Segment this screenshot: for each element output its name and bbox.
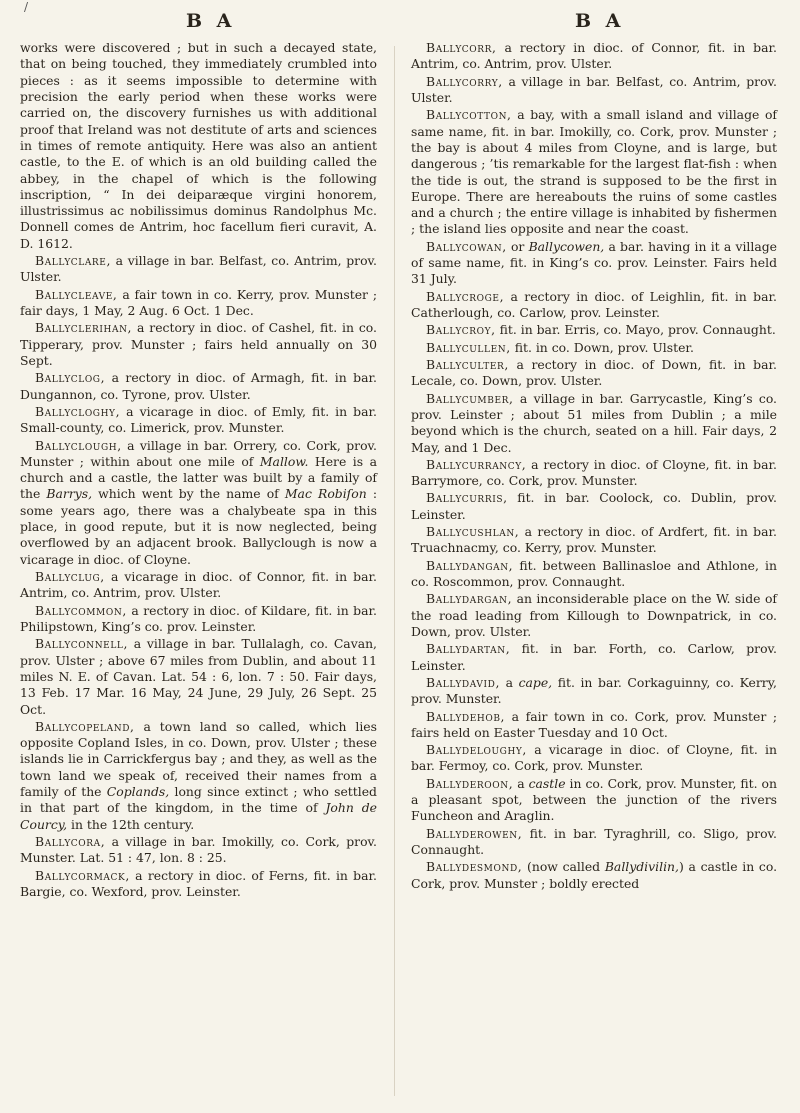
entry-headword: Ballycurris, (426, 490, 508, 506)
entry-text: a rectory in dioc. of Armagh, fit. in bar. Dungannon, co. Tyrone, prov. Ulster. (20, 370, 377, 402)
entry-headword: Ballycopeland, (35, 718, 135, 734)
entry-text: a village in bar. Tullalagh, co. Cavan, prov. Ulster ; above 67 miles from Dublin, and about 11 miles N. E. of Cavan. Lat. 54 : 6, lon. 7 : 50. Fair days, 13 Feb. 17 Mar. 16 May, 24 June, 29 July, 26 Sept. 25 Oct. (20, 636, 377, 717)
entry-text: a village in bar. Garrycastle, King’s co. prov. Leinster ; about 51 miles from Dublin ; a mile beyond which is the church, seated on a hill. Fair days, 2 May, and 1 Dec. (411, 390, 777, 455)
entry-text: which went by the name of (92, 486, 285, 502)
entry-text: fit. in bar. Tyraghrill, co. Sligo, prov. Connaught. (411, 825, 777, 857)
entry-headword: Ballycullen, (426, 339, 511, 355)
entry-headword: Ballyderoon, (426, 775, 514, 791)
entry-headword: Ballydavid, (426, 674, 500, 690)
entry-text: an inconsiderable place on the W. side of the road leading from Killough to Downpatrick, in co. Down, prov. Ulster. (411, 591, 777, 639)
entry-text: in co. Cork, prov. Munster, fit. on a pleasant spot, between the junction of the rivers Funcheon and Araglin. (411, 775, 777, 824)
entry-text: ) a castle in co. Cork, prov. Munster ; boldly erected (411, 859, 778, 891)
dictionary-entry (20, 404, 377, 437)
entry-text: a rectory in dioc. of Leighlin, fit. in bar. Catherlough, co. Carlow, prov. Leinster. (411, 288, 777, 320)
entry-text: a vicarage in dioc. of Cloyne, fit. in bar. Fermoy, co. Cork, prov. Munster. (411, 742, 777, 774)
dictionary-entry (20, 834, 377, 867)
entry-headword: Ballyclog, (35, 370, 106, 386)
entry-headword: Ballydangan, (426, 557, 514, 573)
dictionary-entry (411, 742, 777, 775)
dictionary-entry (20, 287, 377, 320)
entry-headword: Ballyclough, (35, 437, 122, 453)
header-left: B A (186, 10, 236, 32)
entry-headword: Ballyclerihan, (35, 320, 133, 336)
entry-text: fit. in co. Down, prov. Ulster. (510, 339, 694, 355)
entry-text: long since extinct ; who settled in that part of the kingdom, in the time of (20, 784, 377, 816)
entry-text: a bay, with a small island and village of same name, fit. in bar. Imokilly, co. Cork, prov. Munster ; the bay is about 4 miles from Cloyne, and is large, but dangerous ; ’tis remarkable for the largest flat-fish : when the tide is out, the strand is supposed to be the first in Europe. There are hereabouts the ruins of some castles and a church ; the entire village is inhabited by fishermen ; the island lies opposite and near the coast. (411, 107, 777, 237)
entry-text: works were discovered ; but in such a decayed state, that on being touched, they immediately crumbled into pieces : as it seems impossible to determine with precision the early period when these works were carried on, the discovery furnishes us with additional proof that Ireland was not destitute of arts and sciences in times of remote antiquity. Here was also an antient castle, to the E. of which is an old building called the abbey, in the chapel of which is the following inscription, “ In dei deiparæque virgini honorem, illustrissimus ac nobilissimus dominus Randolphus Mc. Donnell comes de Antrim, hoc facellum fieri curavit, A. D. 1612. (20, 40, 377, 251)
entry-italic: Ballydivilin, (604, 859, 679, 875)
entry-headword: Ballycushlan, (426, 524, 520, 540)
entry-text: fit. in bar. Coolock, co. Dublin, prov. Leinster. (411, 490, 777, 522)
dictionary-entry (411, 591, 777, 640)
entry-text: a rectory in dioc. of Kildare, fit. in bar. Philipstown, King’s co. prov. Leinster. (20, 602, 377, 634)
entry-headword: Ballyderowen, (426, 825, 523, 841)
entry-headword: Ballycormack, (35, 867, 130, 883)
entry-text: a rectory in dioc. of Ferns, fit. in bar. Bargie, co. Wexford, prov. Leinster. (20, 867, 377, 899)
dictionary-entry (411, 322, 777, 338)
entry-headword: Ballycorr, (426, 40, 497, 55)
entry-headword: Ballycroy, (426, 322, 496, 338)
dictionary-entry (411, 357, 777, 390)
dictionary-entry (20, 636, 377, 718)
header-right: B A (575, 10, 625, 32)
entry-text: a village in bar. Orrery, co. Cork, prov. Munster ; within about one mile of (20, 437, 377, 469)
entry-text: a rectory in dioc. of Cloyne, fit. in bar. Barrymore, co. Cork, prov. Munster. (411, 456, 777, 489)
entry-text: a rectory in dioc. of Down, fit. in bar. Lecale, co. Down, prov. Ulster. (411, 356, 777, 389)
entry-text: a (513, 775, 529, 791)
dictionary-entry (20, 719, 377, 833)
entry-headword: Ballycloghy, (35, 403, 121, 419)
entry-text: fit. in bar. Corkaguinny, co. Kerry, prov. Munster. (411, 674, 777, 707)
entry-text: a (500, 674, 519, 690)
dictionary-entry (411, 709, 777, 742)
entry-text: Here is a church and a castle, the latter was built by a family of the (20, 453, 377, 502)
entry-italic: Mac Robiſon (284, 486, 367, 502)
entry-italic: Ballycowen, (528, 238, 605, 254)
entry-italic: Mallow. (259, 453, 309, 469)
entry-headword: Ballycommon, (35, 602, 127, 618)
dictionary-entry (20, 370, 377, 403)
dictionary-entry (411, 239, 777, 288)
dictionary-entry (411, 74, 777, 107)
entry-headword: Ballycleave, (35, 286, 118, 302)
dictionary-entry (411, 107, 777, 238)
column-divider (394, 46, 395, 1096)
corner-mark: / (24, 0, 29, 14)
entry-headword: Ballycorry, (426, 73, 503, 89)
dictionary-entry (20, 253, 377, 286)
dictionary-entry (411, 490, 777, 523)
dictionary-entry (411, 40, 777, 73)
dictionary-entry (411, 776, 777, 825)
dictionary-entry (411, 457, 777, 490)
entry-headword: Ballydesmond, (426, 859, 523, 875)
dictionary-entry (20, 40, 377, 252)
entry-headword: Ballycurrancy, (426, 456, 527, 472)
dictionary-entry (20, 438, 377, 569)
entry-headword: Ballydargan, (426, 591, 513, 607)
entry-text: a rectory in dioc. of Connor, fit. in bar. Antrim, co. Antrim, prov. Ulster. (411, 40, 777, 72)
right-column (411, 40, 777, 893)
left-column (20, 40, 377, 901)
entry-italic: castle (528, 775, 566, 791)
entry-text: a vicarage in dioc. of Emly, fit. in bar. Small-county, co. Limerick, prov. Munster. (20, 403, 377, 436)
entry-headword: Ballycroge, (426, 288, 505, 304)
entry-text: a fair town in co. Cork, prov. Munster ; fairs held on Easter Tuesday and 10 Oct. (411, 708, 777, 740)
entry-headword: Ballycotton, (426, 107, 512, 123)
entry-text: fit. between Ballinasloe and Athlone, in co. Roscommon, prov. Connaught. (411, 557, 777, 589)
entry-headword: Ballycowan, (426, 238, 507, 254)
dictionary-entry (20, 603, 377, 636)
entry-italic: Coplands, (106, 784, 170, 800)
dictionary-entry (411, 524, 777, 557)
dictionary-entry (411, 826, 777, 859)
entry-text: a rectory in dioc. of Cashel, fit. in co. Tipperary, prov. Munster ; fairs held annually on 30 Sept. (20, 320, 377, 368)
entry-headword: Ballycora, (35, 834, 106, 849)
entry-text: in the 12th century. (67, 816, 195, 832)
dictionary-entry (20, 868, 377, 901)
entry-headword: Ballyculter, (426, 356, 509, 372)
entry-text: a village in bar. Imokilly, co. Cork, prov. Munster. Lat. 51 : 47, lon. 8 : 25. (20, 834, 377, 866)
entry-italic: John de Courcy, (20, 800, 378, 832)
entry-text: fit. in bar. Forth, co. Carlow, prov. Leinster. (411, 641, 777, 673)
dictionary-entry (411, 558, 777, 591)
entry-headword: Ballydartan, (426, 641, 511, 657)
entry-italic: cape, (518, 674, 553, 690)
dictionary-entry (411, 289, 777, 322)
entry-headword: Ballyclare, (35, 253, 112, 269)
dictionary-entry (411, 859, 777, 892)
entry-text: : some years ago, there was a chalybeate spa in this place, in good repute, but it is now neglected, being overflowed by an adjacent brook. Ballyclough is now a vicarage in dioc. of Cloyne. (20, 486, 377, 567)
entry-text: a village in bar. Belfast, co. Antrim, prov. Ulster. (411, 73, 777, 105)
entry-italic: Barrys, (46, 486, 93, 502)
entry-text: a village in bar. Belfast, co. Antrim, prov. Ulster. (20, 253, 377, 285)
dictionary-entry (411, 675, 777, 708)
running-header (0, 10, 800, 36)
entry-text: or (506, 238, 529, 254)
dictionary-entry (20, 569, 377, 602)
dictionary-entry (411, 391, 777, 456)
entry-headword: Ballyclug, (35, 569, 105, 584)
entry-headword: Ballydehob, (426, 708, 506, 724)
entry-text: a vicarage in dioc. of Connor, fit. in bar. Antrim, co. Antrim, prov. Ulster. (20, 569, 377, 601)
entry-text: fit. in bar. Erris, co. Mayo, prov. Connaught. (495, 322, 776, 338)
entry-text: a rectory in dioc. of Ardfert, fit. in bar. Truachnacmy, co. Kerry, prov. Munster. (411, 524, 777, 556)
dictionary-entry (20, 320, 377, 369)
dictionary-entry (411, 340, 777, 356)
entry-text: a fair town in co. Kerry, prov. Munster ; fair days, 1 May, 2 Aug. 6 Oct. 1 Dec. (20, 286, 377, 318)
entry-text: a town land so called, which lies opposite Copland Isles, in co. Down, prov. Ulster ; these islands lie in Carrickfergus bay ; and they, as well as the town land we speak of, received their names from a family of the (20, 718, 377, 800)
entry-text: a bar. having in it a village of same name, fit. in King’s co. prov. Leinster. Fairs held 31 July. (411, 238, 777, 287)
dictionary-entry (411, 641, 777, 674)
entry-headword: Ballyconnell, (35, 636, 129, 652)
entry-headword: Ballydeloughy, (426, 742, 527, 758)
entry-headword: Ballycumber, (426, 390, 514, 406)
entry-text: (now called (522, 859, 605, 875)
